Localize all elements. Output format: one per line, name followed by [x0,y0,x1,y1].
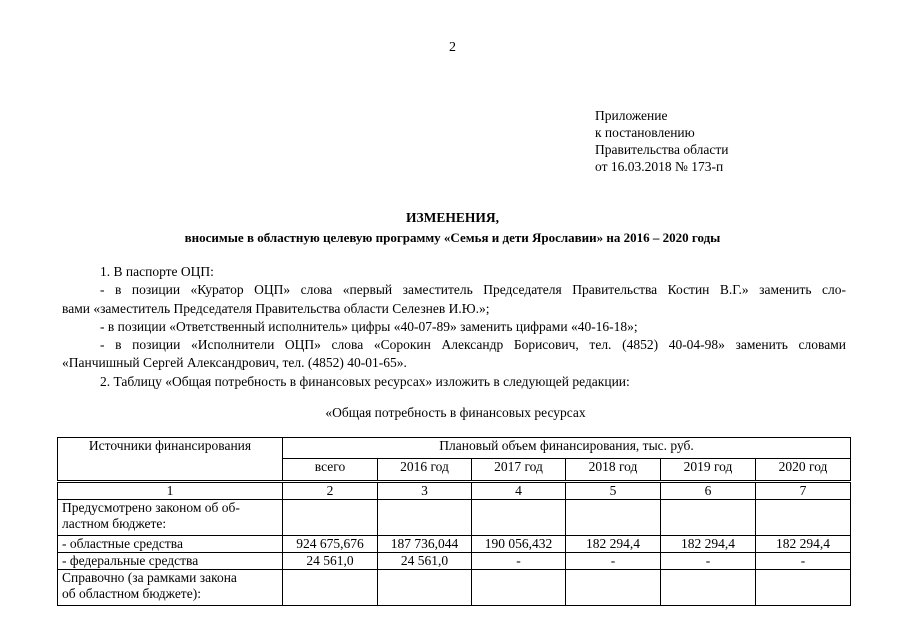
table-cell [378,570,472,606]
row-label [58,500,283,536]
table-cell [472,500,566,536]
table-cell [472,570,566,606]
column-number: 7 [756,482,851,500]
table-cell: - [566,553,661,570]
financing-table [57,437,851,606]
header-planned-volume: Плановый объем финансирования, тыс. руб. [283,438,851,459]
table-caption: «Общая потребность в финансовых ресурсах [325,405,586,420]
table-cell: 182 294,4 [756,536,851,553]
table-cell [661,570,756,606]
paragraph: - в позиции «Куратор ОЦП» слова «первый заместитель Председателя Правительства Костин В.Г.» заменить сло- [100,282,846,298]
table-cell [566,500,661,536]
appendix-line: Правительства области [595,142,729,157]
table-cell [378,500,472,536]
table-cell: 182 294,4 [566,536,661,553]
table-cell [756,500,851,536]
paragraph: вами «заместитель Председателя Правительства области Селезнев И.Ю.»; [62,300,490,316]
table-cell [661,500,756,536]
column-number: 3 [378,482,472,500]
row-label-line: ластном бюджете: [62,516,167,531]
paragraph: «Панчишный Сергей Александрович, тел. (4852) 40-01-65». [62,355,407,371]
table-cell: 24 561,0 [283,553,378,570]
table-row [58,536,851,553]
document-subtitle: вносимые в областную целевую программу «Семья и дети Ярославии» на 2016 – 2020 годы [184,230,721,245]
paragraph: - в позиции «Ответственный исполнитель» цифры «40-07-89» заменить цифрами «40-16-18»; [100,318,638,334]
column-number: 2 [283,482,378,500]
table-cell [283,500,378,536]
subheader-year: 2020 год [756,459,851,482]
table-cell [756,570,851,606]
appendix-block [595,107,728,175]
appendix-line: Приложение [595,108,668,123]
paragraph: 2. Таблицу «Общая потребность в финансовых ресурсах» изложить в следующей редакции: [100,373,630,389]
row-label: - областные средства [58,536,283,553]
subheader-year: 2017 год [472,459,566,482]
document-body [62,263,846,391]
subheader-year: 2018 год [566,459,661,482]
row-label: - федеральные средства [58,553,283,570]
table-cell: 187 736,044 [378,536,472,553]
subheader-total: всего [283,459,378,482]
table-cell: - [661,553,756,570]
table-cell: 182 294,4 [661,536,756,553]
table-cell: 924 675,676 [283,536,378,553]
table-cell: - [756,553,851,570]
subheader-year: 2019 год [661,459,756,482]
column-number: 4 [472,482,566,500]
column-number: 5 [566,482,661,500]
table-cell [566,570,661,606]
document-title: ИЗМЕНЕНИЯ, [405,210,499,225]
subheader-year: 2016 год [378,459,472,482]
table-cell: - [472,553,566,570]
paragraph: - в позиции «Исполнители ОЦП» слова «Сорокин Александр Борисович, тел. (4852) 40-04-98» заменить словами [100,337,846,353]
row-label-line: Предусмотрено законом об об- [62,500,240,515]
table-cell [283,570,378,606]
row-label-line: об областном бюджете): [62,586,201,601]
table-row [58,570,851,606]
table-row [58,553,851,570]
row-label-line: Справочно (за рамками закона [62,570,237,585]
header-sources: Источники финансирования [58,438,283,482]
paragraph: 1. В паспорте ОЦП: [100,264,214,279]
column-number: 1 [58,482,283,500]
page-number: 2 [449,40,456,55]
appendix-line: к постановлению [595,125,695,140]
column-number: 6 [661,482,756,500]
appendix-line: от 16.03.2018 № 173-п [595,159,724,174]
table-cell: 190 056,432 [472,536,566,553]
table-cell: 24 561,0 [378,553,472,570]
table-row [58,500,851,536]
row-label [58,570,283,606]
